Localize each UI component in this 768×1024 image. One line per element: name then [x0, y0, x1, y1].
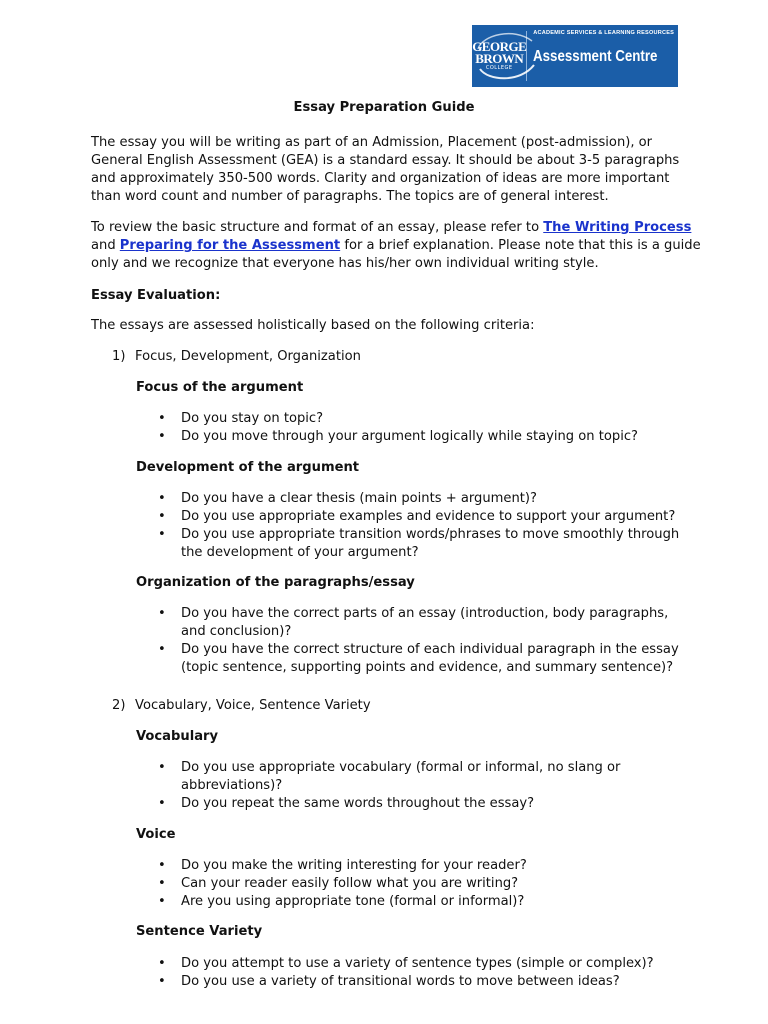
bullet-text: Do you have the correct parts of an essay (introduction, body paragraphs,	[181, 606, 669, 621]
section-heading: Development of the argument	[136, 460, 360, 475]
bullet-icon: •	[158, 876, 166, 891]
review-text: only and we recognize that everyone has his/her own individual writing style.	[91, 256, 599, 271]
bullet-icon: •	[158, 491, 166, 506]
bullet-icon: •	[158, 796, 166, 811]
bullet-icon: •	[158, 527, 166, 542]
logo-title: Assessment Centre	[533, 48, 658, 65]
section-heading: Organization of the paragraphs/essay	[136, 575, 415, 590]
bullet-text: Do you use a variety of transitional words to move between ideas?	[181, 974, 620, 989]
bullet-text: Do you use appropriate vocabulary (formal or informal, no slang or	[181, 760, 621, 775]
review-text: and	[91, 238, 120, 253]
bullet-text: (topic sentence, supporting points and evidence, and summary sentence)?	[181, 660, 674, 675]
criterion-item	[112, 697, 371, 715]
bullet-icon: •	[158, 858, 166, 873]
bullet-text: Are you using appropriate tone (formal or informal)?	[181, 894, 525, 909]
bullet-icon: •	[158, 956, 166, 971]
bullet-text: Do you stay on topic?	[181, 411, 324, 426]
bullet-text: Do you use appropriate transition words/phrases to move smoothly through	[181, 527, 680, 542]
writing-process-link[interactable]: The Writing Process	[543, 220, 692, 235]
bullet-text: Do you make the writing interesting for your reader?	[181, 858, 527, 873]
bullet-icon: •	[158, 974, 166, 989]
bullet-text: Do you attempt to use a variety of sentence types (simple or complex)?	[181, 956, 654, 971]
review-text: for a brief explanation. Please note that this is a guide	[340, 238, 701, 253]
criterion-number: 2)	[112, 698, 126, 713]
criterion-item	[112, 348, 361, 366]
logo-org-line2: BROWN	[475, 51, 524, 66]
bullet-text: Do you have the correct structure of each individual paragraph in the essay	[181, 642, 679, 657]
logo-org-name	[472, 41, 526, 65]
logo-org-line3: COLLEGE	[485, 65, 513, 71]
bullet-icon: •	[158, 760, 166, 775]
section-heading: Voice	[136, 827, 176, 842]
evaluation-intro: The essays are assessed holistically based on the following criteria:	[91, 318, 535, 333]
george-brown-emblem	[472, 25, 526, 87]
logo-subtitle: ACADEMIC SERVICES & LEARNING RESOURCES	[533, 30, 675, 36]
criterion-label: Vocabulary, Voice, Sentence Variety	[135, 698, 371, 713]
review-paragraph	[91, 219, 701, 273]
section-heading: Sentence Variety	[136, 924, 263, 939]
page-title: Essay Preparation Guide	[293, 100, 475, 115]
bullet-icon: •	[158, 606, 166, 621]
assessment-centre-logo	[472, 25, 678, 87]
bullet-text: abbreviations)?	[181, 778, 283, 793]
bullet-text: Do you move through your argument logically while staying on topic?	[181, 429, 638, 444]
section-heading: Focus of the argument	[136, 380, 304, 395]
bullet-text: Do you repeat the same words throughout the essay?	[181, 796, 535, 811]
criterion-label: Focus, Development, Organization	[135, 349, 361, 364]
review-text: To review the basic structure and format of an essay, please refer to	[91, 220, 544, 235]
bullet-text: Do you use appropriate examples and evidence to support your argument?	[181, 509, 676, 524]
bullet-icon: •	[158, 894, 166, 909]
bullet-text: the development of your argument?	[181, 545, 419, 560]
section-heading: Vocabulary	[136, 729, 219, 744]
bullet-text: Do you have a clear thesis (main points + argument)?	[181, 491, 537, 506]
intro-line: The essay you will be writing as part of an Admission, Placement (post-admission), or	[91, 135, 653, 150]
logo-org-line1: GEORGE	[472, 39, 527, 54]
intro-line: than word count and number of paragraphs. The topics are of general interest.	[91, 189, 609, 204]
intro-line: General English Assessment (GEA) is a standard essay. It should be about 3-5 paragraphs	[91, 153, 680, 168]
bullet-text: and conclusion)?	[181, 624, 292, 639]
intro-line: and approximately 350-500 words. Clarity and organization of ideas are more important	[91, 171, 670, 186]
criterion-number: 1)	[112, 349, 126, 364]
bullet-icon: •	[158, 411, 166, 426]
bullet-icon: •	[158, 509, 166, 524]
bullet-icon: •	[158, 642, 166, 657]
bullet-text: Can your reader easily follow what you are writing?	[181, 876, 519, 891]
intro-paragraph	[91, 134, 679, 206]
bullet-icon: •	[158, 429, 166, 444]
evaluation-heading: Essay Evaluation:	[91, 288, 221, 303]
preparing-assessment-link[interactable]: Preparing for the Assessment	[119, 238, 341, 253]
